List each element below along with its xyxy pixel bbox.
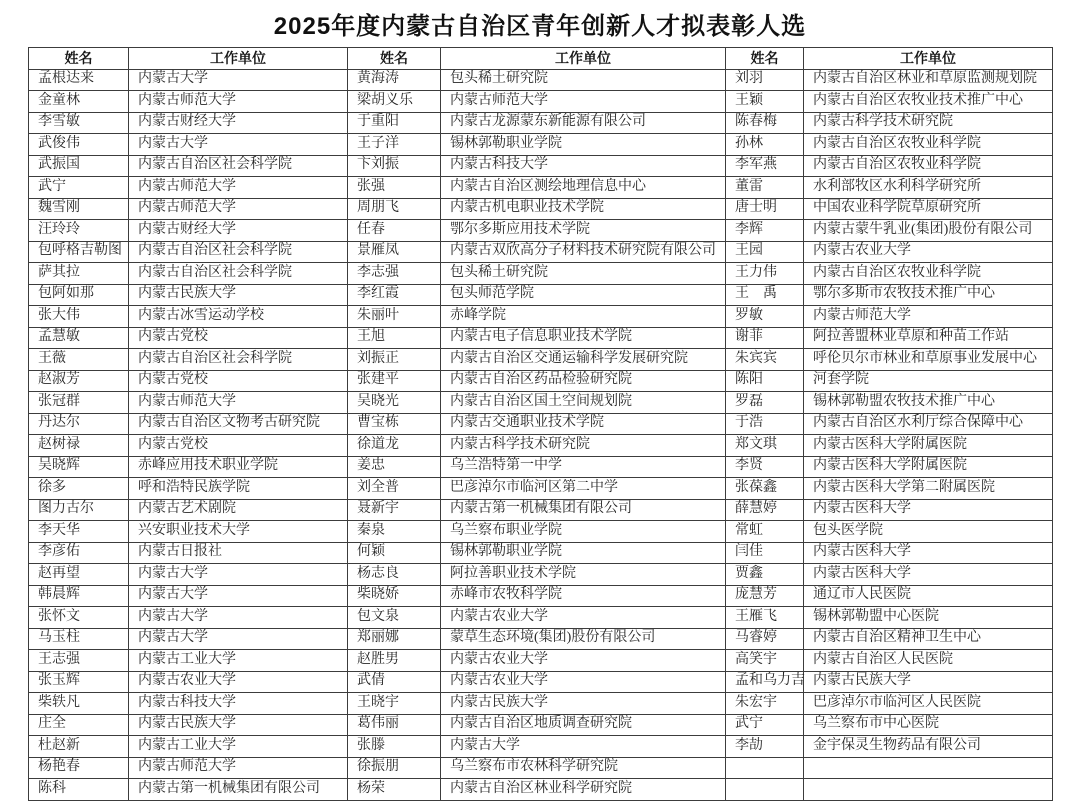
work-unit-cell: 内蒙古自治区交通运输科学发展研究院 xyxy=(441,349,726,371)
header-name-col2: 姓名 xyxy=(348,48,441,70)
work-unit-cell: 锡林郭勒盟农牧技术推广中心 xyxy=(804,392,1053,414)
table-row xyxy=(29,435,1053,457)
work-unit-cell: 内蒙古自治区林业和草原监测规划院 xyxy=(804,69,1053,91)
work-unit-cell: 内蒙古财经大学 xyxy=(129,112,348,134)
name-cell: 赵树禄 xyxy=(29,435,129,457)
work-unit-cell: 通辽市人民医院 xyxy=(804,585,1053,607)
name-cell: 李劼 xyxy=(726,736,804,758)
name-cell: 包阿如那 xyxy=(29,284,129,306)
name-cell: 魏雪刚 xyxy=(29,198,129,220)
work-unit-cell: 内蒙古自治区社会科学院 xyxy=(129,349,348,371)
work-unit-cell: 鄂尔多斯应用技术学院 xyxy=(441,220,726,242)
name-cell: 常虹 xyxy=(726,521,804,543)
work-unit-cell: 内蒙古自治区地质调查研究院 xyxy=(441,714,726,736)
table-row xyxy=(29,521,1053,543)
work-unit-cell: 内蒙古自治区国土空间规划院 xyxy=(441,392,726,414)
name-cell: 韩晨辉 xyxy=(29,585,129,607)
name-cell: 丹达尔 xyxy=(29,413,129,435)
table-row xyxy=(29,220,1053,242)
work-unit-cell: 内蒙古冰雪运动学校 xyxy=(129,306,348,328)
work-unit-cell: 内蒙古大学 xyxy=(129,628,348,650)
work-unit-cell: 内蒙古第一机械集团有限公司 xyxy=(129,779,348,801)
name-cell: 刘羽 xyxy=(726,69,804,91)
name-cell: 朱宾宾 xyxy=(726,349,804,371)
work-unit-cell: 乌兰察布市农林科学研究院 xyxy=(441,757,726,779)
work-unit-cell: 内蒙古农业大学 xyxy=(441,607,726,629)
work-unit-cell: 内蒙古大学 xyxy=(129,69,348,91)
name-cell: 吴晓光 xyxy=(348,392,441,414)
table-header xyxy=(29,48,1053,70)
work-unit-cell: 内蒙古自治区农牧业科学院 xyxy=(804,263,1053,285)
work-unit-cell: 包头师范学院 xyxy=(441,284,726,306)
name-cell: 张滕 xyxy=(348,736,441,758)
table-row xyxy=(29,757,1053,779)
name-cell: 孙林 xyxy=(726,134,804,156)
work-unit-cell: 内蒙古第一机械集团有限公司 xyxy=(441,499,726,521)
name-cell: 李彦佑 xyxy=(29,542,129,564)
name-cell: 谢菲 xyxy=(726,327,804,349)
name-cell: 王 禹 xyxy=(726,284,804,306)
work-unit-cell: 内蒙古自治区测绘地理信息中心 xyxy=(441,177,726,199)
table-row xyxy=(29,112,1053,134)
name-cell: 庄全 xyxy=(29,714,129,736)
name-cell: 张葆鑫 xyxy=(726,478,804,500)
name-cell: 李天华 xyxy=(29,521,129,543)
table-row xyxy=(29,306,1053,328)
name-cell: 徐振朋 xyxy=(348,757,441,779)
table-row xyxy=(29,671,1053,693)
work-unit-cell: 包头医学院 xyxy=(804,521,1053,543)
name-cell: 张大伟 xyxy=(29,306,129,328)
work-unit-cell: 锡林郭勒职业学院 xyxy=(441,542,726,564)
work-unit-cell: 内蒙古党校 xyxy=(129,327,348,349)
name-cell: 杜赵新 xyxy=(29,736,129,758)
work-unit-cell: 内蒙古自治区社会科学院 xyxy=(129,263,348,285)
name-cell: 徐多 xyxy=(29,478,129,500)
name-cell: 吴晓辉 xyxy=(29,456,129,478)
name-cell: 金童林 xyxy=(29,91,129,113)
name-cell: 周朋飞 xyxy=(348,198,441,220)
name-cell: 王雁飞 xyxy=(726,607,804,629)
work-unit-cell: 内蒙古师范大学 xyxy=(804,306,1053,328)
work-unit-cell: 内蒙古医科大学附属医院 xyxy=(804,435,1053,457)
name-cell: 孟慧敏 xyxy=(29,327,129,349)
table-row xyxy=(29,177,1053,199)
work-unit-cell: 内蒙古大学 xyxy=(129,607,348,629)
work-unit-cell: 呼伦贝尔市林业和草原事业发展中心 xyxy=(804,349,1053,371)
work-unit-cell: 内蒙古大学 xyxy=(129,134,348,156)
name-cell: 董雷 xyxy=(726,177,804,199)
table-row xyxy=(29,284,1053,306)
table-row xyxy=(29,542,1053,564)
table-row xyxy=(29,349,1053,371)
table-row xyxy=(29,456,1053,478)
name-cell: 郑文琪 xyxy=(726,435,804,457)
name-cell: 刘全普 xyxy=(348,478,441,500)
name-cell: 武倩 xyxy=(348,671,441,693)
work-unit-cell: 内蒙古科学技术研究院 xyxy=(441,435,726,457)
name-cell: 秦泉 xyxy=(348,521,441,543)
name-cell: 姜忠 xyxy=(348,456,441,478)
table-row xyxy=(29,564,1053,586)
work-unit-cell: 内蒙古艺术剧院 xyxy=(129,499,348,521)
work-unit-cell: 内蒙古工业大学 xyxy=(129,650,348,672)
name-cell: 张怀文 xyxy=(29,607,129,629)
name-cell: 聂新宇 xyxy=(348,499,441,521)
table-row xyxy=(29,134,1053,156)
work-unit-cell: 中国农业科学院草原研究所 xyxy=(804,198,1053,220)
work-unit-cell: 内蒙古师范大学 xyxy=(129,91,348,113)
work-unit-cell: 内蒙古交通职业技术学院 xyxy=(441,413,726,435)
name-cell: 陈阳 xyxy=(726,370,804,392)
name-cell: 李军燕 xyxy=(726,155,804,177)
name-cell: 王旭 xyxy=(348,327,441,349)
name-cell: 张建平 xyxy=(348,370,441,392)
table-row xyxy=(29,263,1053,285)
name-cell: 王力伟 xyxy=(726,263,804,285)
table-row xyxy=(29,650,1053,672)
work-unit-cell: 蒙草生态环境(集团)股份有限公司 xyxy=(441,628,726,650)
work-unit-cell: 内蒙古大学 xyxy=(129,564,348,586)
work-unit-cell: 水利部牧区水利科学研究所 xyxy=(804,177,1053,199)
name-cell: 孟和乌力吉 xyxy=(726,671,804,693)
work-unit-cell: 锡林郭勒盟中心医院 xyxy=(804,607,1053,629)
work-unit-cell: 内蒙古双欣高分子材料技术研究院有限公司 xyxy=(441,241,726,263)
name-cell: 杨艳春 xyxy=(29,757,129,779)
work-unit-cell: 内蒙古农业大学 xyxy=(129,671,348,693)
table-body xyxy=(29,69,1053,800)
name-cell: 曹宝栋 xyxy=(348,413,441,435)
name-cell: 贾鑫 xyxy=(726,564,804,586)
name-cell: 罗磊 xyxy=(726,392,804,414)
name-cell: 庞慧芳 xyxy=(726,585,804,607)
work-unit-cell: 内蒙古自治区人民医院 xyxy=(804,650,1053,672)
table-row xyxy=(29,327,1053,349)
name-cell xyxy=(726,757,804,779)
work-unit-cell: 内蒙古自治区农牧业科学院 xyxy=(804,155,1053,177)
name-cell: 萨其拉 xyxy=(29,263,129,285)
work-unit-cell: 内蒙古民族大学 xyxy=(804,671,1053,693)
name-cell: 黄海涛 xyxy=(348,69,441,91)
name-cell: 罗敏 xyxy=(726,306,804,328)
work-unit-cell: 巴彦淖尔市临河区第二中学 xyxy=(441,478,726,500)
work-unit-cell: 赤峰应用技术职业学院 xyxy=(129,456,348,478)
header-unit-col2: 工作单位 xyxy=(441,48,726,70)
name-cell: 赵淑芳 xyxy=(29,370,129,392)
work-unit-cell: 内蒙古科学技术研究院 xyxy=(804,112,1053,134)
work-unit-cell: 内蒙古农业大学 xyxy=(441,671,726,693)
work-unit-cell: 内蒙古自治区文物考古研究院 xyxy=(129,413,348,435)
work-unit-cell: 内蒙古民族大学 xyxy=(129,284,348,306)
work-unit-cell: 内蒙古农业大学 xyxy=(804,241,1053,263)
work-unit-cell: 内蒙古工业大学 xyxy=(129,736,348,758)
work-unit-cell: 内蒙古医科大学第二附属医院 xyxy=(804,478,1053,500)
name-cell: 刘振正 xyxy=(348,349,441,371)
table-row xyxy=(29,91,1053,113)
name-cell: 李雪敏 xyxy=(29,112,129,134)
work-unit-cell: 内蒙古自治区社会科学院 xyxy=(129,155,348,177)
work-unit-cell: 内蒙古自治区农牧业科学院 xyxy=(804,134,1053,156)
name-cell: 景雁凤 xyxy=(348,241,441,263)
work-unit-cell: 锡林郭勒职业学院 xyxy=(441,134,726,156)
name-cell: 徐道龙 xyxy=(348,435,441,457)
header-name-col3: 姓名 xyxy=(726,48,804,70)
work-unit-cell: 呼和浩特民族学院 xyxy=(129,478,348,500)
name-cell: 于浩 xyxy=(726,413,804,435)
name-cell: 汪玲玲 xyxy=(29,220,129,242)
page-title: 2025年度内蒙古自治区青年创新人才拟表彰人选 xyxy=(273,13,807,40)
table-row xyxy=(29,241,1053,263)
work-unit-cell: 内蒙古大学 xyxy=(441,736,726,758)
name-cell: 包文泉 xyxy=(348,607,441,629)
work-unit-cell: 内蒙古师范大学 xyxy=(129,757,348,779)
name-cell: 柴晓娇 xyxy=(348,585,441,607)
table-row xyxy=(29,69,1053,91)
work-unit-cell: 内蒙古医科大学 xyxy=(804,499,1053,521)
name-cell: 李贤 xyxy=(726,456,804,478)
work-unit-cell: 乌兰浩特第一中学 xyxy=(441,456,726,478)
name-cell: 武宁 xyxy=(726,714,804,736)
table-row xyxy=(29,607,1053,629)
name-cell: 李辉 xyxy=(726,220,804,242)
work-unit-cell: 兴安职业技术大学 xyxy=(129,521,348,543)
work-unit-cell: 赤峰市农牧科学院 xyxy=(441,585,726,607)
table-row xyxy=(29,499,1053,521)
name-cell: 薛慧婷 xyxy=(726,499,804,521)
table-row xyxy=(29,736,1053,758)
work-unit-cell: 内蒙古自治区林业科学研究院 xyxy=(441,779,726,801)
work-unit-cell: 鄂尔多斯市农牧技术推广中心 xyxy=(804,284,1053,306)
name-cell: 王志强 xyxy=(29,650,129,672)
work-unit-cell: 赤峰学院 xyxy=(441,306,726,328)
name-cell: 李红霞 xyxy=(348,284,441,306)
work-unit-cell: 内蒙古财经大学 xyxy=(129,220,348,242)
table-row xyxy=(29,714,1053,736)
work-unit-cell: 内蒙古机电职业技术学院 xyxy=(441,198,726,220)
work-unit-cell: 内蒙古党校 xyxy=(129,370,348,392)
name-cell: 陈科 xyxy=(29,779,129,801)
work-unit-cell: 金宇保灵生物药品有限公司 xyxy=(804,736,1053,758)
work-unit-cell: 包头稀土研究院 xyxy=(441,263,726,285)
work-unit-cell xyxy=(804,779,1053,801)
name-cell: 张强 xyxy=(348,177,441,199)
work-unit-cell: 乌兰察布职业学院 xyxy=(441,521,726,543)
work-unit-cell: 内蒙古自治区农牧业技术推广中心 xyxy=(804,91,1053,113)
work-unit-cell: 内蒙古电子信息职业技术学院 xyxy=(441,327,726,349)
name-cell: 朱丽叶 xyxy=(348,306,441,328)
work-unit-cell: 内蒙古科技大学 xyxy=(129,693,348,715)
name-cell: 闫佳 xyxy=(726,542,804,564)
name-cell: 杨志良 xyxy=(348,564,441,586)
table-row xyxy=(29,413,1053,435)
name-cell: 赵再望 xyxy=(29,564,129,586)
name-cell: 陈春梅 xyxy=(726,112,804,134)
name-cell: 张冠群 xyxy=(29,392,129,414)
name-cell: 于重阳 xyxy=(348,112,441,134)
table-row xyxy=(29,155,1053,177)
name-cell: 图力古尔 xyxy=(29,499,129,521)
header-row xyxy=(29,48,1053,70)
work-unit-cell: 巴彦淖尔市临河区人民医院 xyxy=(804,693,1053,715)
work-unit-cell: 内蒙古师范大学 xyxy=(129,198,348,220)
name-cell: 杨荣 xyxy=(348,779,441,801)
work-unit-cell: 内蒙古党校 xyxy=(129,435,348,457)
name-cell: 郑丽娜 xyxy=(348,628,441,650)
name-cell: 武宁 xyxy=(29,177,129,199)
name-cell: 王园 xyxy=(726,241,804,263)
work-unit-cell: 阿拉善职业技术学院 xyxy=(441,564,726,586)
name-cell: 李志强 xyxy=(348,263,441,285)
name-cell: 孟根达来 xyxy=(29,69,129,91)
work-unit-cell: 内蒙古大学 xyxy=(129,585,348,607)
work-unit-cell: 内蒙古自治区水利厅综合保障中心 xyxy=(804,413,1053,435)
name-cell: 高笑宇 xyxy=(726,650,804,672)
name-cell: 马睿婷 xyxy=(726,628,804,650)
work-unit-cell: 内蒙古自治区药品检验研究院 xyxy=(441,370,726,392)
work-unit-cell: 内蒙古自治区社会科学院 xyxy=(129,241,348,263)
table-row xyxy=(29,198,1053,220)
work-unit-cell: 内蒙古龙源蒙东新能源有限公司 xyxy=(441,112,726,134)
table-row xyxy=(29,392,1053,414)
name-cell: 王晓宇 xyxy=(348,693,441,715)
name-cell: 王子洋 xyxy=(348,134,441,156)
work-unit-cell: 内蒙古农业大学 xyxy=(441,650,726,672)
work-unit-cell: 包头稀土研究院 xyxy=(441,69,726,91)
work-unit-cell: 河套学院 xyxy=(804,370,1053,392)
work-unit-cell: 内蒙古民族大学 xyxy=(441,693,726,715)
header-unit-col3: 工作单位 xyxy=(804,48,1053,70)
work-unit-cell: 内蒙古师范大学 xyxy=(441,91,726,113)
work-unit-cell: 内蒙古日报社 xyxy=(129,542,348,564)
name-cell: 武俊伟 xyxy=(29,134,129,156)
work-unit-cell: 内蒙古医科大学 xyxy=(804,542,1053,564)
work-unit-cell: 内蒙古民族大学 xyxy=(129,714,348,736)
name-cell: 葛伟丽 xyxy=(348,714,441,736)
name-cell: 任春 xyxy=(348,220,441,242)
name-cell: 何颖 xyxy=(348,542,441,564)
work-unit-cell: 内蒙古科技大学 xyxy=(441,155,726,177)
work-unit-cell xyxy=(804,757,1053,779)
table-row xyxy=(29,478,1053,500)
work-unit-cell: 内蒙古蒙牛乳业(集团)股份有限公司 xyxy=(804,220,1053,242)
work-unit-cell: 阿拉善盟林业草原和种苗工作站 xyxy=(804,327,1053,349)
name-cell: 王薇 xyxy=(29,349,129,371)
name-cell: 武振国 xyxy=(29,155,129,177)
work-unit-cell: 内蒙古师范大学 xyxy=(129,392,348,414)
name-cell: 张玉辉 xyxy=(29,671,129,693)
work-unit-cell: 内蒙古医科大学附属医院 xyxy=(804,456,1053,478)
work-unit-cell: 乌兰察布市中心医院 xyxy=(804,714,1053,736)
table-row xyxy=(29,585,1053,607)
header-unit-col1: 工作单位 xyxy=(129,48,348,70)
work-unit-cell: 内蒙古师范大学 xyxy=(129,177,348,199)
name-cell: 唐士明 xyxy=(726,198,804,220)
name-cell xyxy=(726,779,804,801)
name-cell: 梁胡义乐 xyxy=(348,91,441,113)
table-row xyxy=(29,693,1053,715)
table-row xyxy=(29,779,1053,801)
table-row xyxy=(29,370,1053,392)
name-cell: 卞刘振 xyxy=(348,155,441,177)
work-unit-cell: 内蒙古自治区精神卫生中心 xyxy=(804,628,1053,650)
talent-roster-table xyxy=(28,47,1053,801)
table-row xyxy=(29,628,1053,650)
header-name-col1: 姓名 xyxy=(29,48,129,70)
name-cell: 朱宏宇 xyxy=(726,693,804,715)
name-cell: 赵胜男 xyxy=(348,650,441,672)
name-cell: 柴轶凡 xyxy=(29,693,129,715)
name-cell: 马玉柱 xyxy=(29,628,129,650)
name-cell: 包呼格吉勒图 xyxy=(29,241,129,263)
name-cell: 王颖 xyxy=(726,91,804,113)
work-unit-cell: 内蒙古医科大学 xyxy=(804,564,1053,586)
